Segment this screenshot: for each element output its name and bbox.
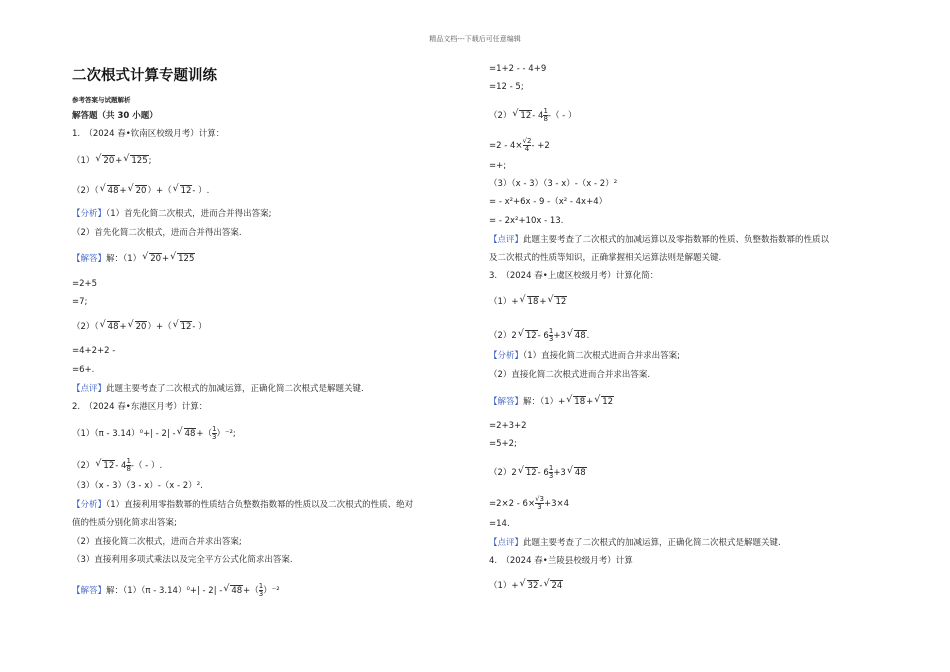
sqrt: √ 48 xyxy=(574,330,587,341)
q1-part1 xyxy=(72,155,151,166)
q3-heading: 3. （2024 春•上虞区校级月考）计算化简： xyxy=(489,271,659,281)
operator: +3 xyxy=(553,468,566,478)
operator: + xyxy=(115,156,123,166)
part-label: （1）+ xyxy=(489,581,519,591)
part-label: （2）（ xyxy=(72,322,99,332)
analysis-tag: 【分析】 xyxy=(72,500,107,510)
numerator: 1 xyxy=(548,464,554,472)
section-heading: 解答题（共 30 小题） xyxy=(72,111,158,121)
part-label: （2）（ xyxy=(72,186,99,196)
q3-solution xyxy=(489,396,614,407)
q2-comment xyxy=(489,235,829,245)
comment-tag: 【点评】 xyxy=(72,384,107,394)
q2-heading: 2. （2024 春•东港区月考）计算： xyxy=(72,402,208,412)
operator: - 6 xyxy=(537,331,549,341)
q2-step-part2 xyxy=(489,108,576,123)
operator: ）+（ xyxy=(147,186,172,196)
punct: - ） xyxy=(192,322,207,332)
sqrt: √ 12 xyxy=(519,110,532,121)
sqrt: √ 18 xyxy=(527,296,540,307)
q1-solution xyxy=(72,253,195,264)
q1-step: =2+5 xyxy=(72,279,98,289)
q3-part2 xyxy=(489,328,589,343)
denominator: 3 xyxy=(537,503,542,511)
comment-text: 此题主要考查了二次根式的加减运算，正确化简二次根式是解题关键. xyxy=(523,538,781,548)
fraction xyxy=(535,496,544,511)
solution-text: 解：（1）+ xyxy=(523,397,566,407)
q3-step: =2+3+2 xyxy=(489,421,527,431)
sqrt: √ 18 xyxy=(573,396,586,407)
operator: - xyxy=(539,581,543,591)
solution-tag: 【解答】 xyxy=(489,397,524,407)
operator: +（ xyxy=(196,429,213,439)
part-label: （2） xyxy=(72,461,95,471)
q4-heading: 4. （2024 春•兰陵县校级月考）计算 xyxy=(489,556,633,566)
sqrt: √ 12 xyxy=(601,396,614,407)
sqrt: √ 48 xyxy=(107,185,120,196)
sqrt: √ 125 xyxy=(177,253,195,264)
q2-analysis-2: （2）直接化简二次根式，进而合并求出答案; xyxy=(72,537,242,547)
q2-analysis-cont: 值的性质分别化简求出答案; xyxy=(72,518,177,528)
sqrt: √ 12 xyxy=(180,185,193,196)
numerator: 1 xyxy=(258,582,264,590)
comment-text: 此题主要考查了二次根式的加减运算，正确化简二次根式是解题关键. xyxy=(106,384,364,394)
punct: - ）. xyxy=(192,186,210,196)
punct: -（ - ）. xyxy=(130,461,163,471)
q2-analysis-3: （3）直接利用多项式乘法以及完全平方公式化简求出答案. xyxy=(72,555,293,565)
denominator: 3 xyxy=(258,590,264,598)
q2-solution xyxy=(72,583,280,598)
numerator: 1 xyxy=(212,425,217,433)
sqrt: √ 20 xyxy=(135,185,148,196)
q2-comment-cont: 及二次根式的性质等知识，正确掌握相关运算法则是解题关键. xyxy=(489,253,722,263)
comment-tag: 【点评】 xyxy=(489,235,524,245)
sqrt: √ 125 xyxy=(130,155,148,166)
q1-comment xyxy=(72,384,364,394)
step-text: - +2 xyxy=(531,141,550,151)
q2-step: = - x²+6x - 9 -（x² - 4x+4） xyxy=(489,197,608,207)
sqrt: √ 32 xyxy=(527,580,540,591)
analysis-text: （1）首先化简二次根式，进而合并得出答案; xyxy=(106,209,272,219)
q1-step-part2 xyxy=(72,321,207,332)
q2-part2 xyxy=(72,458,162,473)
doc-subtitle: 参考答案与试题解析 xyxy=(72,96,131,104)
sqrt: √ 48 xyxy=(184,428,197,439)
solution-tag: 【解答】 xyxy=(72,586,107,596)
operator: - 4 xyxy=(532,111,544,121)
punct: -（ - ） xyxy=(547,111,577,121)
q2-part1 xyxy=(72,426,236,441)
step-text: +3×4 xyxy=(543,499,570,509)
q4-part1 xyxy=(489,580,563,591)
part-label: （1）+ xyxy=(489,297,519,307)
sqrt: √ 12 xyxy=(180,321,193,332)
sqrt: √ 24 xyxy=(550,580,563,591)
comment-text: 此题主要考查了二次根式的加减运算以及零指数幂的性质、负整数指数幂的性质以 xyxy=(523,235,830,245)
operator: ）+（ xyxy=(147,322,172,332)
denominator: 4 xyxy=(524,145,530,153)
sqrt: √ 20 xyxy=(102,155,115,166)
punct: ; xyxy=(148,156,152,166)
analysis-text: （1）直接化简二次根式进而合并求出答案; xyxy=(523,351,681,361)
analysis-tag: 【分析】 xyxy=(489,351,524,361)
operator: + xyxy=(586,397,594,407)
denominator: 3 xyxy=(212,433,217,441)
numerator: √3 xyxy=(535,495,544,503)
page-header: 精品文档---下载后可任意编辑 xyxy=(429,35,521,43)
numerator: 1 xyxy=(543,107,548,115)
q1-analysis-2: （2）首先化简二次根式，进而合并得出答案. xyxy=(72,228,242,238)
q1-step: =4+2+2 - xyxy=(72,346,116,356)
solution-text: 解：（1） xyxy=(106,254,142,264)
solution-text: 解：（1）（π - 3.14）⁰+| - 2| - xyxy=(106,586,223,596)
operator: +（ xyxy=(243,586,259,596)
part-label: （2） xyxy=(489,111,512,121)
q1-part2 xyxy=(72,185,209,196)
denominator: 3 xyxy=(548,472,554,480)
q1-heading: 1. （2024 春•钦南区校级月考）计算： xyxy=(72,129,225,139)
operator: - 6 xyxy=(537,468,549,478)
q3-step-part2 xyxy=(489,465,587,480)
q3-step: =14. xyxy=(489,519,510,529)
analysis-text: （1）直接利用零指数幂的性质结合负整数指数幂的性质以及二次根式的性质、绝对 xyxy=(106,500,414,510)
part-label: （2）2 xyxy=(489,468,517,478)
punct: ）⁻²; xyxy=(216,429,236,439)
sqrt: √ 20 xyxy=(149,253,162,264)
numerator: 1 xyxy=(548,327,554,335)
operator: + xyxy=(162,254,170,264)
q2-part3: （3）（x - 3）（3 - x）-（x - 2）². xyxy=(72,481,203,491)
operator: +3 xyxy=(553,331,566,341)
punct: ）⁻² xyxy=(263,586,280,596)
q1-step: =6+. xyxy=(72,365,95,375)
q3-analysis-2: （2）直接化简二次根式进而合并求出答案. xyxy=(489,370,651,380)
q2-step: （3）（x - 3）（3 - x）-（x - 2）² xyxy=(489,179,618,189)
q2-step xyxy=(489,138,550,153)
operator: + xyxy=(119,186,127,196)
comment-tag: 【点评】 xyxy=(489,538,524,548)
analysis-tag: 【分析】 xyxy=(72,209,107,219)
q3-analysis xyxy=(489,351,680,361)
q1-analysis xyxy=(72,209,272,219)
denominator: 3 xyxy=(548,335,554,343)
part-label: （1）（π - 3.14）⁰+| - 2| - xyxy=(72,429,176,439)
part-label: （2）2 xyxy=(489,331,517,341)
q3-step: =5+2; xyxy=(489,439,517,449)
sqrt: √ 48 xyxy=(230,585,243,596)
operator: + xyxy=(119,322,127,332)
step-text: =2×2 - 6× xyxy=(489,499,536,509)
denominator: 8 xyxy=(126,465,131,473)
punct: . xyxy=(586,331,590,341)
q2-step: =12 - 5; xyxy=(489,82,524,92)
sqrt: √ 20 xyxy=(135,321,148,332)
operator: - 4 xyxy=(115,461,127,471)
sqrt: √ 48 xyxy=(107,321,120,332)
q2-step: = - 2x²+10x - 13. xyxy=(489,216,564,226)
q3-step xyxy=(489,496,569,511)
sqrt: √ 12 xyxy=(525,467,538,478)
q2-step: =1+2 - - 4+9 xyxy=(489,64,547,74)
numerator: √2 xyxy=(522,137,532,145)
solution-tag: 【解答】 xyxy=(72,254,107,264)
doc-title: 二次根式计算专题训练 xyxy=(72,68,217,84)
q2-step: =+; xyxy=(489,161,507,171)
numerator: 1 xyxy=(126,457,131,465)
q1-step: =7; xyxy=(72,297,88,307)
sqrt: √ 12 xyxy=(102,460,115,471)
step-text: =2 - 4× xyxy=(489,141,523,151)
q3-part1 xyxy=(489,296,567,307)
denominator: 8 xyxy=(543,115,548,123)
part-label: （1） xyxy=(72,156,95,166)
operator: + xyxy=(539,297,547,307)
sqrt: √ 12 xyxy=(554,296,567,307)
q2-analysis xyxy=(72,500,413,510)
q3-comment xyxy=(489,538,781,548)
sqrt: √ 48 xyxy=(574,467,587,478)
sqrt: √ 12 xyxy=(525,330,538,341)
